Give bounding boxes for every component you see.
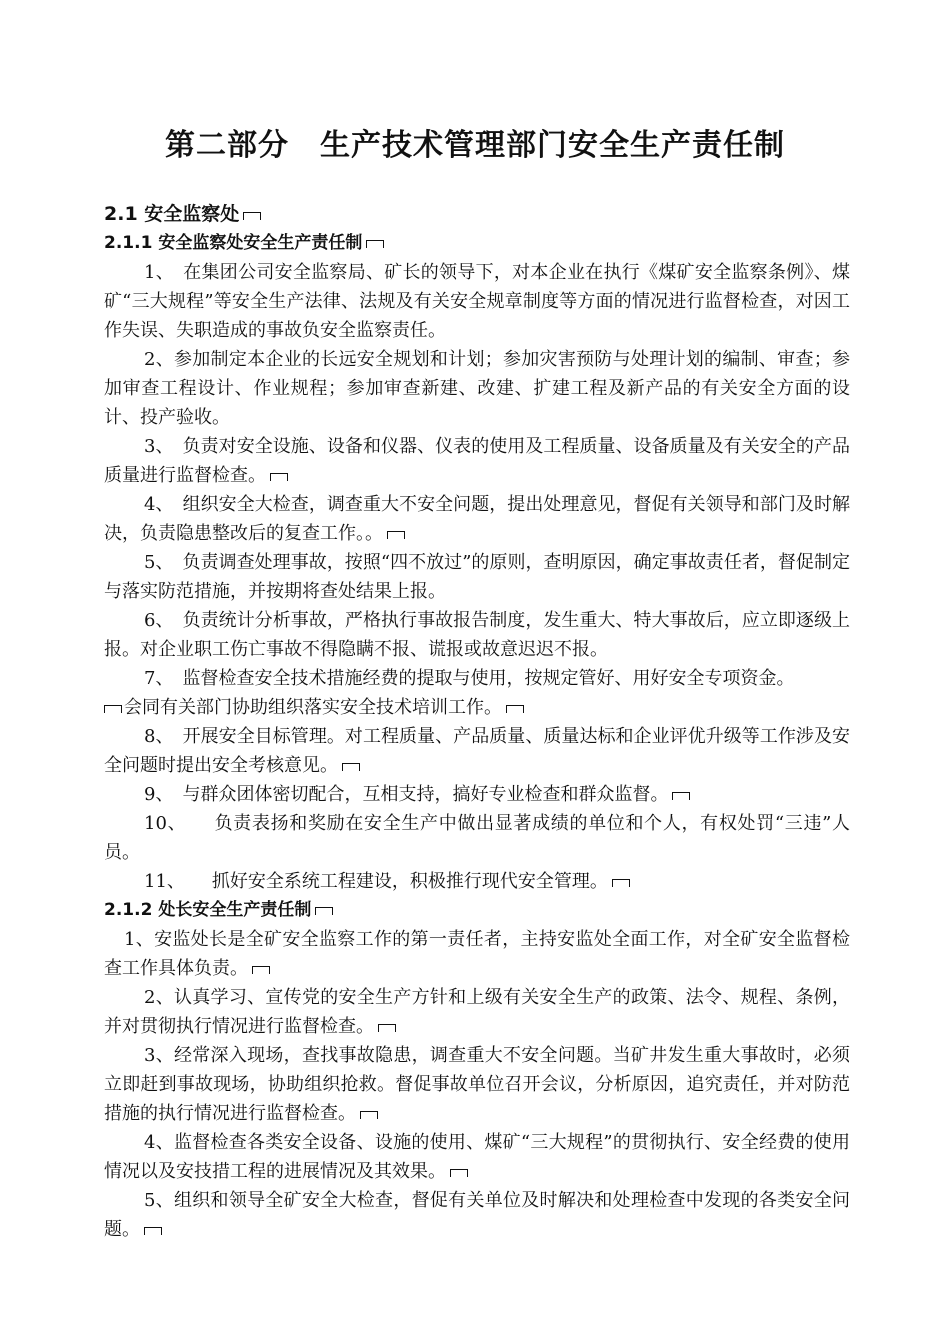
paragraph-text: 10、 负责表扬和奖励在安全生产中做出显著成绩的单位和个人，有权处罚“三违”人员。 [104, 813, 850, 863]
paragraph-item-8 [104, 722, 850, 780]
paragraph-text: 6、 负责统计分析事故，严格执行事故报告制度，发生重大、特大事故后，应立即逐级上报。对企业职工伤亡事故不得隐瞒不报、谎报或故意迟迟不报。 [104, 610, 850, 660]
paragraph-item-4 [104, 490, 850, 548]
paragraph-item-1 [104, 258, 850, 345]
section-heading-2-1-1 [104, 229, 850, 258]
paragraph-mark-icon [243, 212, 261, 220]
paragraph-text: 会同有关部门协助组织落实安全技术培训工作。 [124, 697, 502, 718]
paragraph-text: 5、 负责调查处理事故，按照“四不放过”的原则，查明原因，确定事故责任者，督促制定与落实防范措施，并按期将查处结果上报。 [104, 552, 850, 602]
paragraph-item-2 [104, 345, 850, 432]
paragraph-text: 1、 在集团公司安全监察局、矿长的领导下，对本企业在执行《煤矿安全监察条例》、煤矿“三大规程”等安全生产法律、法规及有关安全规章制度等方面的情况进行监督检查，对因工作失误、失职造成的事故负安全监察责任。 [104, 262, 850, 341]
duty-item-5 [104, 1186, 850, 1244]
paragraph-text: 2、认真学习、宣传党的安全生产方针和上级有关安全生产的政策、法令、规程、条例，并对贯彻执行情况进行监督检查。 [104, 987, 850, 1037]
paragraph-mark-icon [315, 907, 333, 915]
paragraph-mark-icon [342, 763, 360, 771]
duty-item-1 [104, 925, 850, 983]
paragraph-mark-icon [672, 792, 690, 800]
duty-item-3 [104, 1041, 850, 1128]
paragraph-mark-icon [612, 879, 630, 887]
paragraph-mark-icon [270, 473, 288, 481]
paragraph-item-5 [104, 548, 850, 606]
paragraph-item-6 [104, 606, 850, 664]
section-heading-2-1 [104, 200, 850, 229]
paragraph-mark-icon [366, 240, 384, 248]
section-heading-2-1-2 [104, 896, 850, 925]
paragraph-item-3 [104, 432, 850, 490]
heading-text: 2.1.2 处长安全生产责任制 [104, 900, 312, 920]
paragraph-item-11 [104, 867, 850, 896]
paragraph-mark-icon [104, 705, 122, 713]
document-body [104, 200, 850, 1244]
paragraph-mark-icon [387, 531, 405, 539]
paragraph-text: 4、 组织安全大检查，调查重大不安全问题，提出处理意见，督促有关领导和部门及时解决，负责隐患整改后的复查工作。。 [104, 494, 850, 544]
heading-text: 2.1 安全监察处 [104, 203, 240, 225]
paragraph-text: 3、经常深入现场，查找事故隐患，调查重大不安全问题。当矿井发生重大事故时，必须立即赶到事故现场，协助组织抢救。督促事故单位召开会议，分析原因，追究责任，并对防范措施的执行情况进行监督检查。 [104, 1045, 850, 1124]
paragraph-text: 4、监督检查各类安全设备、设施的使用、煤矿“三大规程”的贯彻执行、安全经费的使用情况以及安技措工程的进展情况及其效果。 [104, 1132, 850, 1182]
paragraph-item-10 [104, 809, 850, 867]
paragraph-text: 9、 与群众团体密切配合，互相支持，搞好专业检查和群众监督。 [144, 784, 669, 805]
page-title: 第二部分 生产技术管理部门安全生产责任制 [165, 128, 785, 163]
paragraph-text: 8、 开展安全目标管理。对工程质量、产品质量、质量达标和企业评优升级等工作涉及安全问题时提出安全考核意见。 [104, 726, 850, 776]
paragraph-text: 11、 抓好安全系统工程建设，积极推行现代安全管理。 [144, 871, 608, 892]
paragraph-mark-icon [378, 1024, 396, 1032]
paragraph-text: 2、参加制定本企业的长远安全规划和计划；参加灾害预防与处理计划的编制、审查；参加审查工程设计、作业规程；参加审查新建、改建、扩建工程及新产品的有关安全方面的设计、投产验收。 [104, 349, 850, 428]
paragraph-text: 5、组织和领导全矿安全大检查，督促有关单位及时解决和处理检查中发现的各类安全问题。 [104, 1190, 850, 1240]
paragraph-mark-icon [144, 1227, 162, 1235]
paragraph-mark-icon [506, 705, 524, 713]
paragraph-item-9 [104, 780, 850, 809]
paragraph-item-7 [104, 664, 850, 722]
paragraph-text: 3、 负责对安全设施、设备和仪器、仪表的使用及工程质量、设备质量及有关安全的产品质量进行监督检查。 [104, 436, 850, 486]
heading-text: 2.1.1 安全监察处安全生产责任制 [104, 233, 363, 253]
duty-item-2 [104, 983, 850, 1041]
paragraph-mark-icon [450, 1169, 468, 1177]
paragraph-text: 1、安监处长是全矿安全监察工作的第一责任者，主持安监处全面工作，对全矿安全监督检查工作具体负责。 [104, 929, 850, 979]
paragraph-mark-icon [252, 966, 270, 974]
duty-item-4 [104, 1128, 850, 1186]
paragraph-mark-icon [360, 1111, 378, 1119]
paragraph-text: 7、 监督检查安全技术措施经费的提取与使用，按规定管好、用好安全专项资金。 [144, 668, 795, 689]
